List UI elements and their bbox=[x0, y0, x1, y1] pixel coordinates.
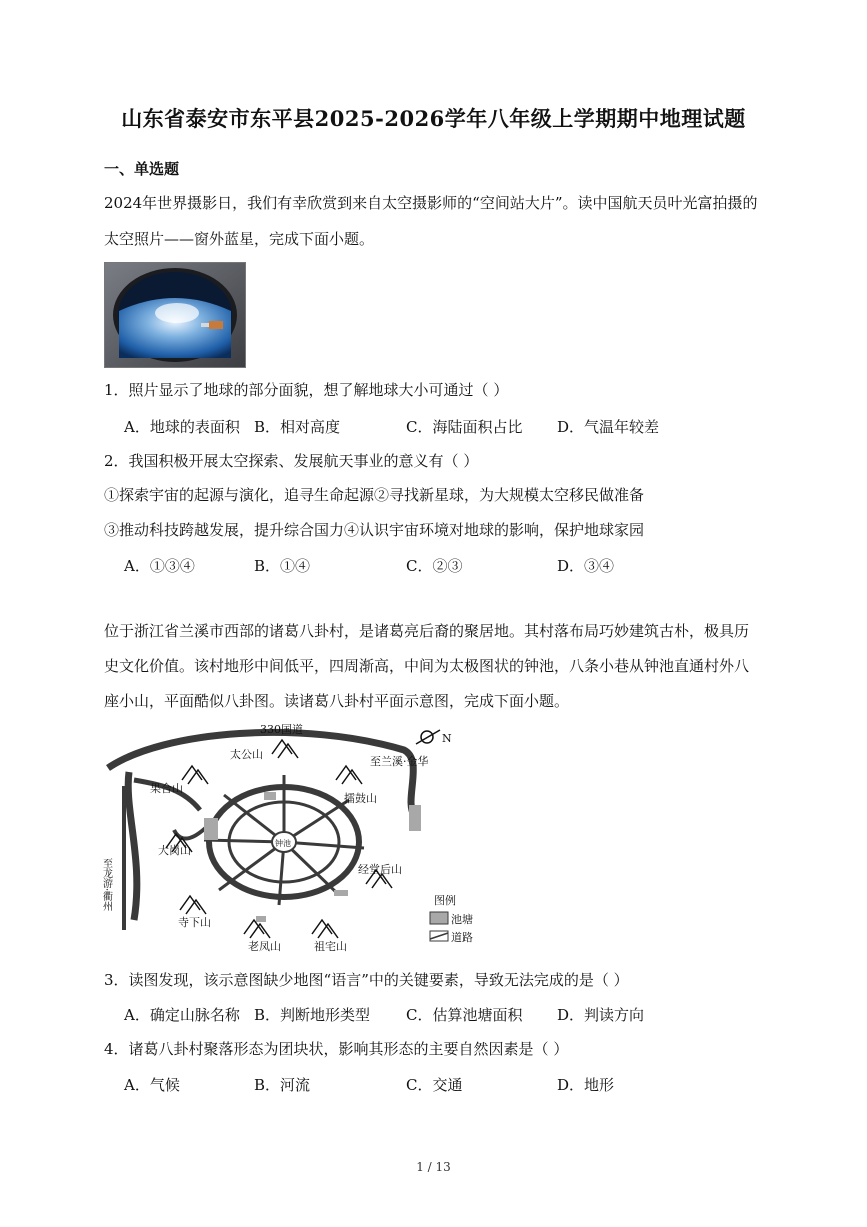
q1-option-d[interactable]: D．气温年较差 bbox=[557, 418, 660, 436]
q2-option-d[interactable]: D．③④ bbox=[557, 557, 615, 575]
q3-option-c[interactable]: C．估算池塘面积 bbox=[406, 1006, 523, 1024]
map-label-sixia: 寺下山 bbox=[178, 916, 211, 929]
q1-option-b[interactable]: B．相对高度 bbox=[254, 418, 341, 436]
village-plan-map bbox=[100, 720, 504, 955]
q4-option-a[interactable]: A．气候 bbox=[124, 1076, 180, 1094]
q4-option-d[interactable]: D．地形 bbox=[557, 1076, 615, 1094]
map-label-leigu: 擂鼓山 bbox=[344, 792, 377, 805]
q2-option-b[interactable]: B．①④ bbox=[254, 557, 311, 575]
q3-stem: 3．读图发现，该示意图缺少地图“语言”中的关键要素，导致无法完成的是（ ） bbox=[104, 971, 629, 989]
map-label-dagang: 大岗山 bbox=[158, 844, 191, 857]
q4-stem: 4．诸葛八卦村聚落形态为团块状，影响其形态的主要自然因素是（ ） bbox=[104, 1040, 569, 1058]
q1-option-a[interactable]: A．地球的表面积 bbox=[124, 418, 240, 436]
q1-stem: 1．照片显示了地球的部分面貌，想了解地球大小可通过（ ） bbox=[104, 381, 509, 399]
intro2-line3: 座小山，平面酷似八卦图。读诸葛八卦村平面示意图，完成下面小题。 bbox=[104, 692, 570, 710]
q2-statements-line1: ①探索宇宙的起源与演化，追寻生命起源②寻找新星球，为大规模太空移民做准备 bbox=[104, 486, 645, 504]
map-label-jingtang: 经堂后山 bbox=[358, 863, 402, 876]
intro2-line2: 史文化价值。该村地形中间低平，四周渐高，中间为太极图状的钟池，八条小巷从钟池直通村外八 bbox=[104, 657, 750, 675]
intro1-line2: 太空照片——窗外蓝星，完成下面小题。 bbox=[104, 230, 375, 248]
q1-option-c[interactable]: C．海陆面积占比 bbox=[406, 418, 523, 436]
map-label-zuzhai: 祖宅山 bbox=[314, 940, 347, 953]
map-label-zhongchi: 钟池 bbox=[275, 839, 291, 848]
earth-window-photo bbox=[104, 262, 246, 368]
q3-option-a[interactable]: A．确定山脉名称 bbox=[124, 1006, 240, 1024]
legend-title: 图例 bbox=[434, 894, 456, 907]
map-label-road330: 330国道 bbox=[260, 723, 303, 736]
q3-option-d[interactable]: D．判读方向 bbox=[557, 1006, 645, 1024]
map-label-taigong: 太公山 bbox=[230, 748, 263, 761]
q4-option-c[interactable]: C．交通 bbox=[406, 1076, 463, 1094]
map-label-guohe: 果合山 bbox=[150, 782, 183, 795]
intro2-line1: 位于浙江省兰溪市西部的诸葛八卦村，是诸葛亮后裔的聚居地。其村落布局巧妙建筑古朴，极具历 bbox=[104, 622, 750, 640]
page-number: 1 / 13 bbox=[416, 1160, 451, 1174]
legend-road-label: 道路 bbox=[451, 931, 473, 944]
intro1-line1: 2024年世界摄影日，我们有幸欣赏到来自太空摄影师的“空间站大片”。读中国航天员叶光富拍摄的 bbox=[104, 194, 758, 212]
page-title: 山东省泰安市东平县2025-2026学年八年级上学期期中地理试题 bbox=[121, 106, 746, 131]
q2-option-a[interactable]: A．①③④ bbox=[124, 557, 195, 575]
q2-statements-line2: ③推动科技跨越发展，提升综合国力④认识宇宙环境对地球的影响，保护地球家园 bbox=[104, 521, 645, 539]
q2-stem: 2．我国积极开展太空探索、发展航天事业的意义有（ ） bbox=[104, 452, 479, 470]
section-heading: 一、单选题 bbox=[104, 160, 180, 178]
map-north-label: N bbox=[442, 732, 452, 745]
map-label-laofeng: 老凤山 bbox=[248, 940, 281, 953]
map-label-longyou: 至龙游·衢州 bbox=[100, 858, 112, 912]
north-arrow-icon bbox=[416, 730, 440, 744]
q4-option-b[interactable]: B．河流 bbox=[254, 1076, 311, 1094]
map-label-lanxi: 至兰溪·金华 bbox=[370, 755, 429, 768]
q2-option-c[interactable]: C．②③ bbox=[406, 557, 463, 575]
q3-option-b[interactable]: B．判断地形类型 bbox=[254, 1006, 371, 1024]
legend-pond-label: 池塘 bbox=[451, 913, 473, 926]
